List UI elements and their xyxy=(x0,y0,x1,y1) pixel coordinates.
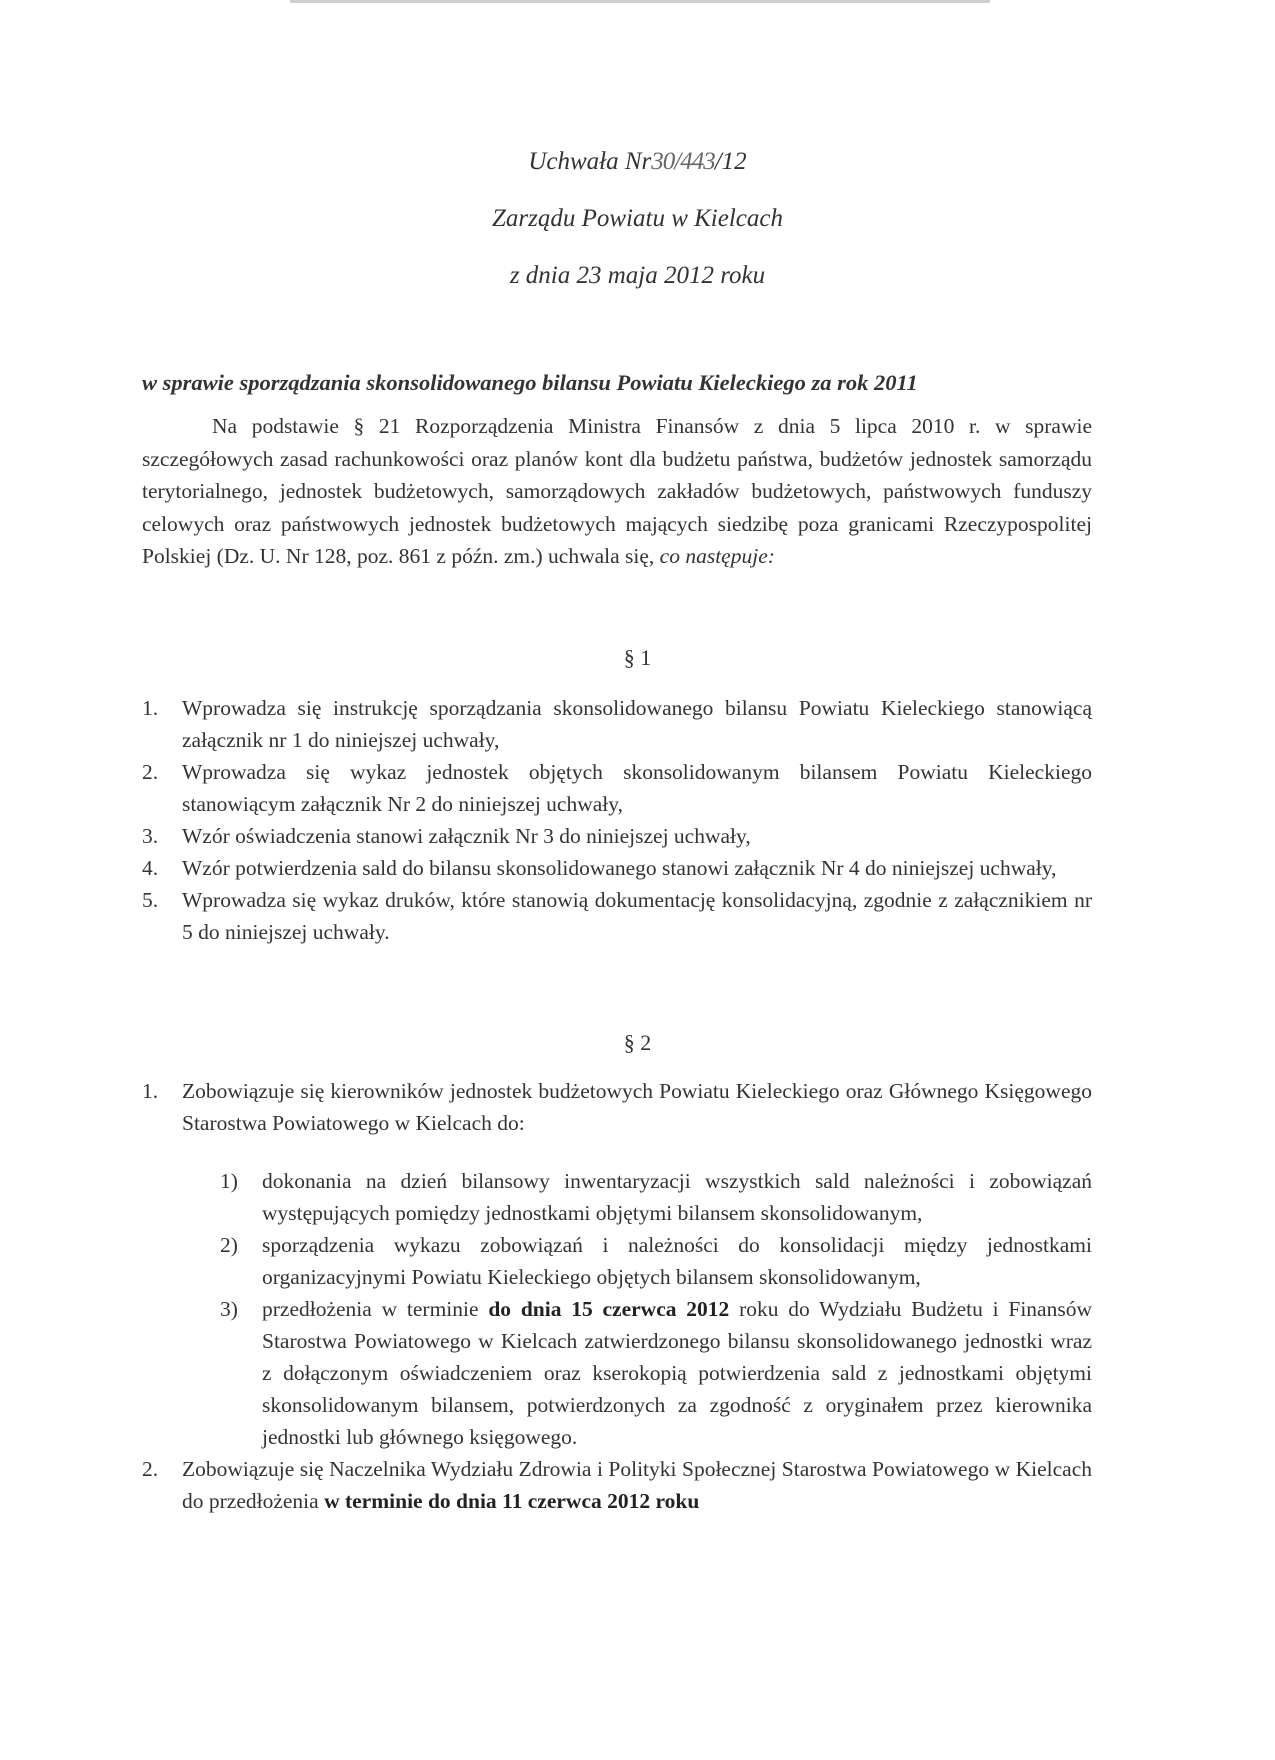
sub-item-text: dokonania na dzień bilansowy inwentaryzacji wszystkich sald należności i zobowiązań występujących pomiędzy jednostkami objętymi bilansem skonsolidowanym, xyxy=(262,1169,1092,1225)
section-2-sign: § 2 xyxy=(623,1030,652,1055)
item-number: 3. xyxy=(142,824,159,848)
item-number: 2. xyxy=(142,760,159,784)
item-text: Wprowadza się instrukcję sporządzania skonsolidowanego bilansu Powiatu Kieleckiego stanowiącą załącznik nr 1 do niniejszej uchwały, xyxy=(182,696,1092,752)
list-item xyxy=(142,692,1092,756)
sub-item-number: 2) xyxy=(220,1233,238,1257)
item-text: Wprowadza się wykaz jednostek objętych skonsolidowanym bilansem Powiatu Kieleckiego stanowiącym załącznik Nr 2 do niniejszej uchwały, xyxy=(182,760,1092,816)
scan-edge-line xyxy=(290,0,990,3)
item-text: Wprowadza się wykaz druków, które stanowią dokumentację konsolidacyjną, zgodnie z załącznikiem nr 5 do niniejszej uchwały. xyxy=(182,888,1092,944)
item-number: 5. xyxy=(142,888,159,912)
list-item xyxy=(142,852,1092,884)
item-text: Wzór potwierdzenia sald do bilansu skonsolidowanego stanowi załącznik Nr 4 do niniejszej uchwały, xyxy=(182,856,1057,880)
intro-paragraph xyxy=(142,410,1092,573)
sub-item-text: sporządzenia wykazu zobowiązań i należności do konsolidacji między jednostkami organizacyjnymi Powiatu Kieleckiego objętych bilansem skonsolidowanym, xyxy=(262,1233,1092,1289)
deadline-bold: do dnia 15 czerwca 2012 xyxy=(488,1297,730,1321)
sub-item-number: 3) xyxy=(220,1297,238,1321)
sub-list-item xyxy=(220,1293,1092,1453)
item-number: 4. xyxy=(142,856,159,880)
section-1-list xyxy=(142,692,1092,948)
item-text: Zobowiązuje się Naczelnika Wydziału Zdrowia i Polityki Społecznej Starostwa Powiatowego w Kielcach do przedłożenia xyxy=(182,1457,1092,1513)
title-prefix: Uchwała Nr xyxy=(528,148,652,175)
item-number: 2. xyxy=(142,1457,159,1481)
intro-body: Na podstawie § 21 Rozporządzenia Ministra Finansów z dnia 5 lipca 2010 r. w sprawie szczegółowych zasad rachunkowości oraz planów kont dla budżetu państwa, budżetów jednostek samorządu terytorialnego, jednostek budżetowych, samorządowych zakładów budżetowych, państwowych funduszy celowych oraz państwowych jednostek budżetowych mających siedzibę poza granicami Rzeczypospolitej Polskiej (Dz. U. Nr 128, poz. 861 z późn. zm.) uchwala się, xyxy=(142,414,1092,568)
resolution-date: z dnia 23 maja 2012 roku xyxy=(509,262,766,289)
handwritten-number: 30/443 xyxy=(651,148,715,175)
sub-item-text-before: przedłożenia w terminie xyxy=(262,1297,479,1321)
resolution-issuer: Zarządu Powiatu w Kielcach xyxy=(492,205,783,232)
list-item xyxy=(142,1075,1092,1453)
list-item xyxy=(142,756,1092,820)
resolution-title xyxy=(0,148,1275,176)
sub-item-number: 1) xyxy=(220,1169,238,1193)
sub-item-text-after: roku do Wydziału Budżetu i Finansów Starostwa Powiatowego w Kielcach zatwierdzonego bilansu skonsolidowanego jednostki wraz z dołączonym oświadczeniem oraz kserokopią potwierdzenia sald z jednostkami objętymi skonsolidowanym bilansem, potwierdzonych za zgodność z oryginałem przez kierownika jednostki lub głównego księgowego. xyxy=(262,1297,1092,1449)
deadline-bold: w terminie do dnia 11 czerwca 2012 roku xyxy=(324,1489,700,1513)
sub-list-item xyxy=(220,1229,1092,1293)
item-text: Wzór oświadczenia stanowi załącznik Nr 3 do niniejszej uchwały, xyxy=(182,824,751,848)
list-item xyxy=(142,1453,1092,1517)
title-suffix: /12 xyxy=(714,148,747,175)
sub-list-item xyxy=(220,1165,1092,1229)
section-1-sign: § 1 xyxy=(623,645,652,670)
item-text: Zobowiązuje się kierowników jednostek budżetowych Powiatu Kieleckiego oraz Głównego Księgowego Starostwa Powiatowego w Kielcach do: xyxy=(182,1079,1092,1135)
section-2-list xyxy=(142,1075,1092,1517)
intro-text xyxy=(142,410,1092,573)
list-item xyxy=(142,820,1092,852)
sub-list xyxy=(182,1165,1092,1453)
resolution-subject: w sprawie sporządzania skonsolidowanego bilansu Powiatu Kieleckiego za rok 2011 xyxy=(142,370,918,395)
item-number: 1. xyxy=(142,696,159,720)
intro-closing: co następuje: xyxy=(659,544,775,568)
list-item xyxy=(142,884,1092,948)
item-number: 1. xyxy=(142,1079,159,1103)
